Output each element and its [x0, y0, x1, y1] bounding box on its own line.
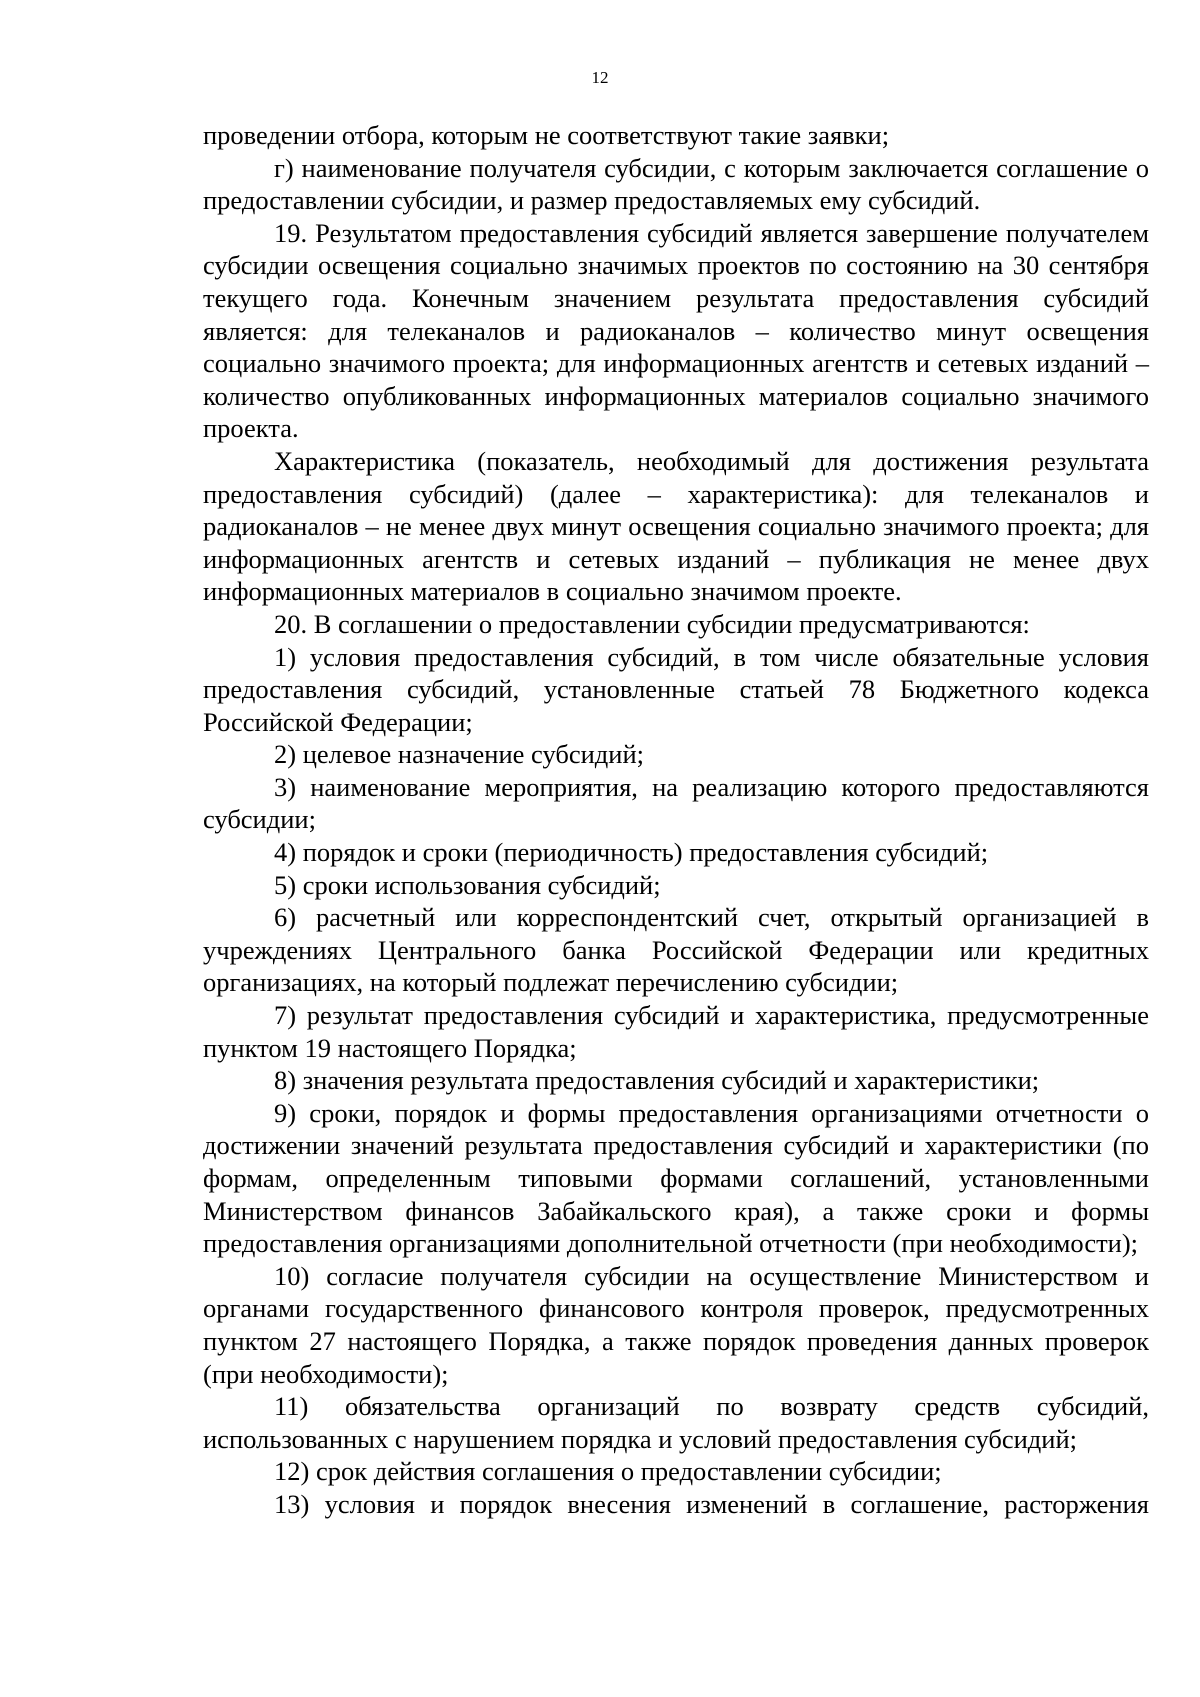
paragraph: проведении отбора, которым не соответствуют такие заявки; — [203, 120, 890, 150]
paragraph: 20. В соглашении о предоставлении субсидии предусматриваются: — [274, 608, 1030, 639]
paragraph: Характеристика (показатель, необходимый для достижения результата предоставления субсидий) (далее – характеристика): для телеканалов и радиоканалов – не менее двух минут освещения социально значимого проекта; для информационных агентств и сетевых изданий – публикация не менее двух информационных материалов в социально значимом проекте. — [203, 445, 1149, 607]
paragraph: 3) наименование мероприятия, на реализацию которого предоставляются субсидии; — [203, 771, 1149, 835]
paragraph: 12) срок действия соглашения о предоставлении субсидии; — [274, 1456, 942, 1487]
paragraph: 8) значения результата предоставления субсидий и характеристики; — [274, 1065, 1040, 1096]
paragraph: 13) условия и порядок внесения изменений в соглашение, расторжения — [274, 1488, 1149, 1519]
paragraph: 10) согласие получателя субсидии на осуществление Министерством и органами государственного финансового контроля проверок, предусмотренных пунктом 27 настоящего Порядка, а также порядок проведения данных проверок (при необходимости); — [203, 1260, 1149, 1389]
paragraph: 19. Результатом предоставления субсидий является завершение получателем субсидии освещения социально значимых проектов по состоянию на 30 сентября текущего года. Конечным значением результата предоставления субсидий является: для телеканалов и радиоканалов – количество минут освещения социально значимого проекта; для информационных агентств и сетевых изданий – количество опубликованных информационных материалов социально значимого проекта. — [203, 217, 1149, 444]
paragraph: г) наименование получателя субсидии, с которым заключается соглашение о предоставлении субсидии, и размер предоставляемых ему субсидий. — [203, 152, 1149, 216]
paragraph: 7) результат предоставления субсидий и характеристика, предусмотренные пунктом 19 настоящего Порядка; — [203, 1000, 1149, 1063]
paragraph: 5) сроки использования субсидий; — [274, 869, 661, 900]
document-body — [203, 119, 1149, 1521]
paragraph: 1) условия предоставления субсидий, в том числе обязательные условия предоставления субсидий, установленные статьей 78 Бюджетного кодекса Российской Федерации; — [203, 641, 1149, 737]
paragraph: 9) сроки, порядок и формы предоставления организациями отчетности о достижении значений результата предоставления субсидий и характеристики (по формам, определенным типовыми формами соглашений, установленными Министерством финансов Забайкальского края), а также сроки и формы предоставления организациями дополнительной отчетности (при необходимости); — [203, 1097, 1149, 1259]
page-number: 12 — [591, 68, 609, 87]
paragraph: 6) расчетный или корреспондентский счет, открытый организацией в учреждениях Центрального банка Российской Федерации или кредитных организациях, на который подлежат перечислению субсидии; — [203, 902, 1149, 998]
paragraph: 11) обязательства организаций по возврату средств субсидий, использованных с нарушением порядка и условий предоставления субсидий; — [203, 1391, 1149, 1454]
paragraph: 2) целевое назначение субсидий; — [274, 739, 645, 770]
paragraph: 4) порядок и сроки (периодичность) предоставления субсидий; — [274, 837, 989, 868]
